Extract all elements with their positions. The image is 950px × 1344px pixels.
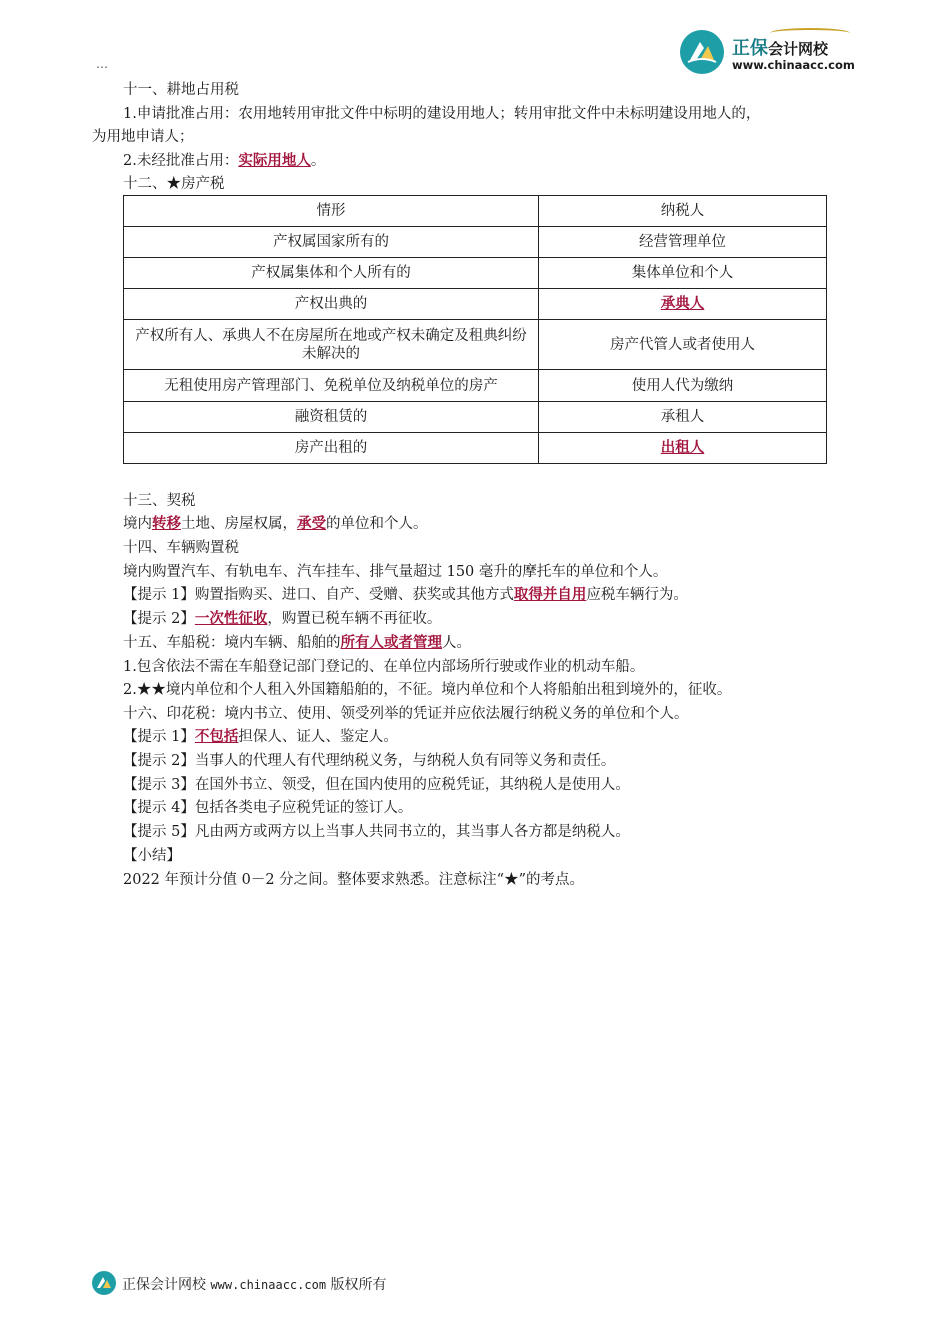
table-cell-payer: 使用人代为缴纳 — [539, 370, 827, 402]
logo-url: www.chinaacc.com — [732, 58, 855, 72]
section-16-tip5: 【提示 5】凡由两方或两方以上当事人共同书立的，其当事人各方都是纳税人。 — [123, 824, 630, 840]
section-15-item2: 2.★★境内单位和个人租入外国籍船舶的，不征。境内单位和个人将船舶出租到境外的，征收。 — [123, 682, 732, 698]
highlight-term: 承典人 — [660, 295, 705, 312]
table-header-row — [124, 196, 827, 227]
table-cell-case: 产权出典的 — [124, 289, 539, 320]
summary-title: 【小结】 — [123, 848, 181, 864]
highlight-term: 所有人或者管理 — [340, 634, 442, 651]
table-cell-payer: 承租人 — [539, 402, 827, 433]
highlight-term: 转移 — [152, 515, 181, 532]
table-cell-payer: 房产代管人或者使用人 — [539, 320, 827, 370]
section-13-title: 十三、契税 — [123, 493, 196, 509]
highlight-term: 不包括 — [194, 728, 239, 745]
section-16-tip2: 【提示 2】当事人的代理人有代理纳税义务，与纳税人负有同等义务和责任。 — [123, 753, 616, 769]
table-cell-case: 无租使用房产管理部门、免税单位及纳税单位的房产 — [124, 370, 539, 402]
table-cell-case: 产权属集体和个人所有的 — [124, 258, 539, 289]
table-cell-payer: 经营管理单位 — [539, 227, 827, 258]
highlight-term: 一次性征收 — [194, 610, 268, 627]
footer-url[interactable]: www.chinaacc.com — [210, 1278, 327, 1292]
table-cell-case: 房产出租的 — [124, 433, 539, 464]
section-11-item1-line1: 1.申请批准占用：农用地转用审批文件中标明的建设用地人；转用审批文件中未标明建设用地人的， — [123, 106, 761, 122]
table-cell-payer: 集体单位和个人 — [539, 258, 827, 289]
section-16-tip4: 【提示 4】包括各类电子应税凭证的签订人。 — [123, 800, 413, 816]
table-cell-case: 产权所有人、承典人不在房屋所在地或产权未确定及租典纠纷未解决的 — [124, 320, 539, 370]
section-11-title: 十一、耕地占用税 — [123, 82, 239, 98]
footer-text: 正保会计网校 www.chinaacc.com 版权所有 — [122, 1277, 387, 1293]
section-16-tip3: 【提示 3】在国外书立、领受，但在国内使用的应税凭证，其纳税人是使用人。 — [123, 777, 630, 793]
section-14-tip2: 【提示 2】一次性征收，购置已税车辆不再征收。 — [123, 610, 442, 627]
highlight-term: 实际用地人 — [238, 152, 311, 169]
section-11-item2: 2.未经批准占用：实际用地人。 — [123, 152, 326, 169]
table-cell-case: 融资租赁的 — [124, 402, 539, 433]
section-12-title: 十二、★房产税 — [123, 176, 225, 192]
summary-text: 2022 年预计分值 0－2 分之间。整体要求熟悉。注意标注“★”的考点。 — [123, 872, 585, 888]
section-14-tip1: 【提示 1】购置指购买、进口、自产、受赠、获奖或其他方式取得并自用应税车辆行为。 — [123, 586, 688, 603]
footer-logo-icon — [92, 1271, 116, 1295]
table-cell-payer — [539, 289, 827, 320]
table-row — [124, 320, 827, 370]
table-row — [124, 433, 827, 464]
brand-logo — [680, 30, 880, 80]
section-16-title: 十六、印花税：境内书立、使用、领受列举的凭证并应依法履行纳税义务的单位和个人。 — [123, 706, 689, 722]
section-15-title: 十五、车船税：境内车辆、船舶的所有人或者管理人。 — [123, 634, 471, 651]
section-16-tip1: 【提示 1】不包括担保人、证人、鉴定人。 — [123, 728, 398, 745]
section-15-item1: 1.包含依法不需在车船登记部门登记的、在单位内部场所行驶或作业的机动车船。 — [123, 659, 645, 675]
logo-book-icon — [680, 30, 724, 74]
header-cut-text: … — [96, 58, 108, 68]
highlight-term: 承受 — [297, 515, 326, 532]
table-cell-payer — [539, 433, 827, 464]
property-tax-table — [123, 195, 827, 464]
highlight-term: 取得并自用 — [513, 586, 587, 603]
table-row — [124, 258, 827, 289]
highlight-term: 出租人 — [660, 439, 705, 456]
logo-name: 正保会计网校 — [732, 38, 829, 59]
table-header-cell: 纳税人 — [539, 196, 827, 227]
section-14-title: 十四、车辆购置税 — [123, 540, 239, 556]
table-row — [124, 370, 827, 402]
table-header-cell: 情形 — [124, 196, 539, 227]
section-11-item1-line2: 为用地申请人； — [92, 129, 194, 145]
table-cell-case: 产权属国家所有的 — [124, 227, 539, 258]
table-row — [124, 227, 827, 258]
section-13-text: 境内转移土地、房屋权属，承受的单位和个人。 — [123, 515, 428, 532]
table-row — [124, 289, 827, 320]
table-row — [124, 402, 827, 433]
section-14-text: 境内购置汽车、有轨电车、汽车挂车、排气量超过 150 毫升的摩托车的单位和个人。 — [123, 564, 668, 580]
